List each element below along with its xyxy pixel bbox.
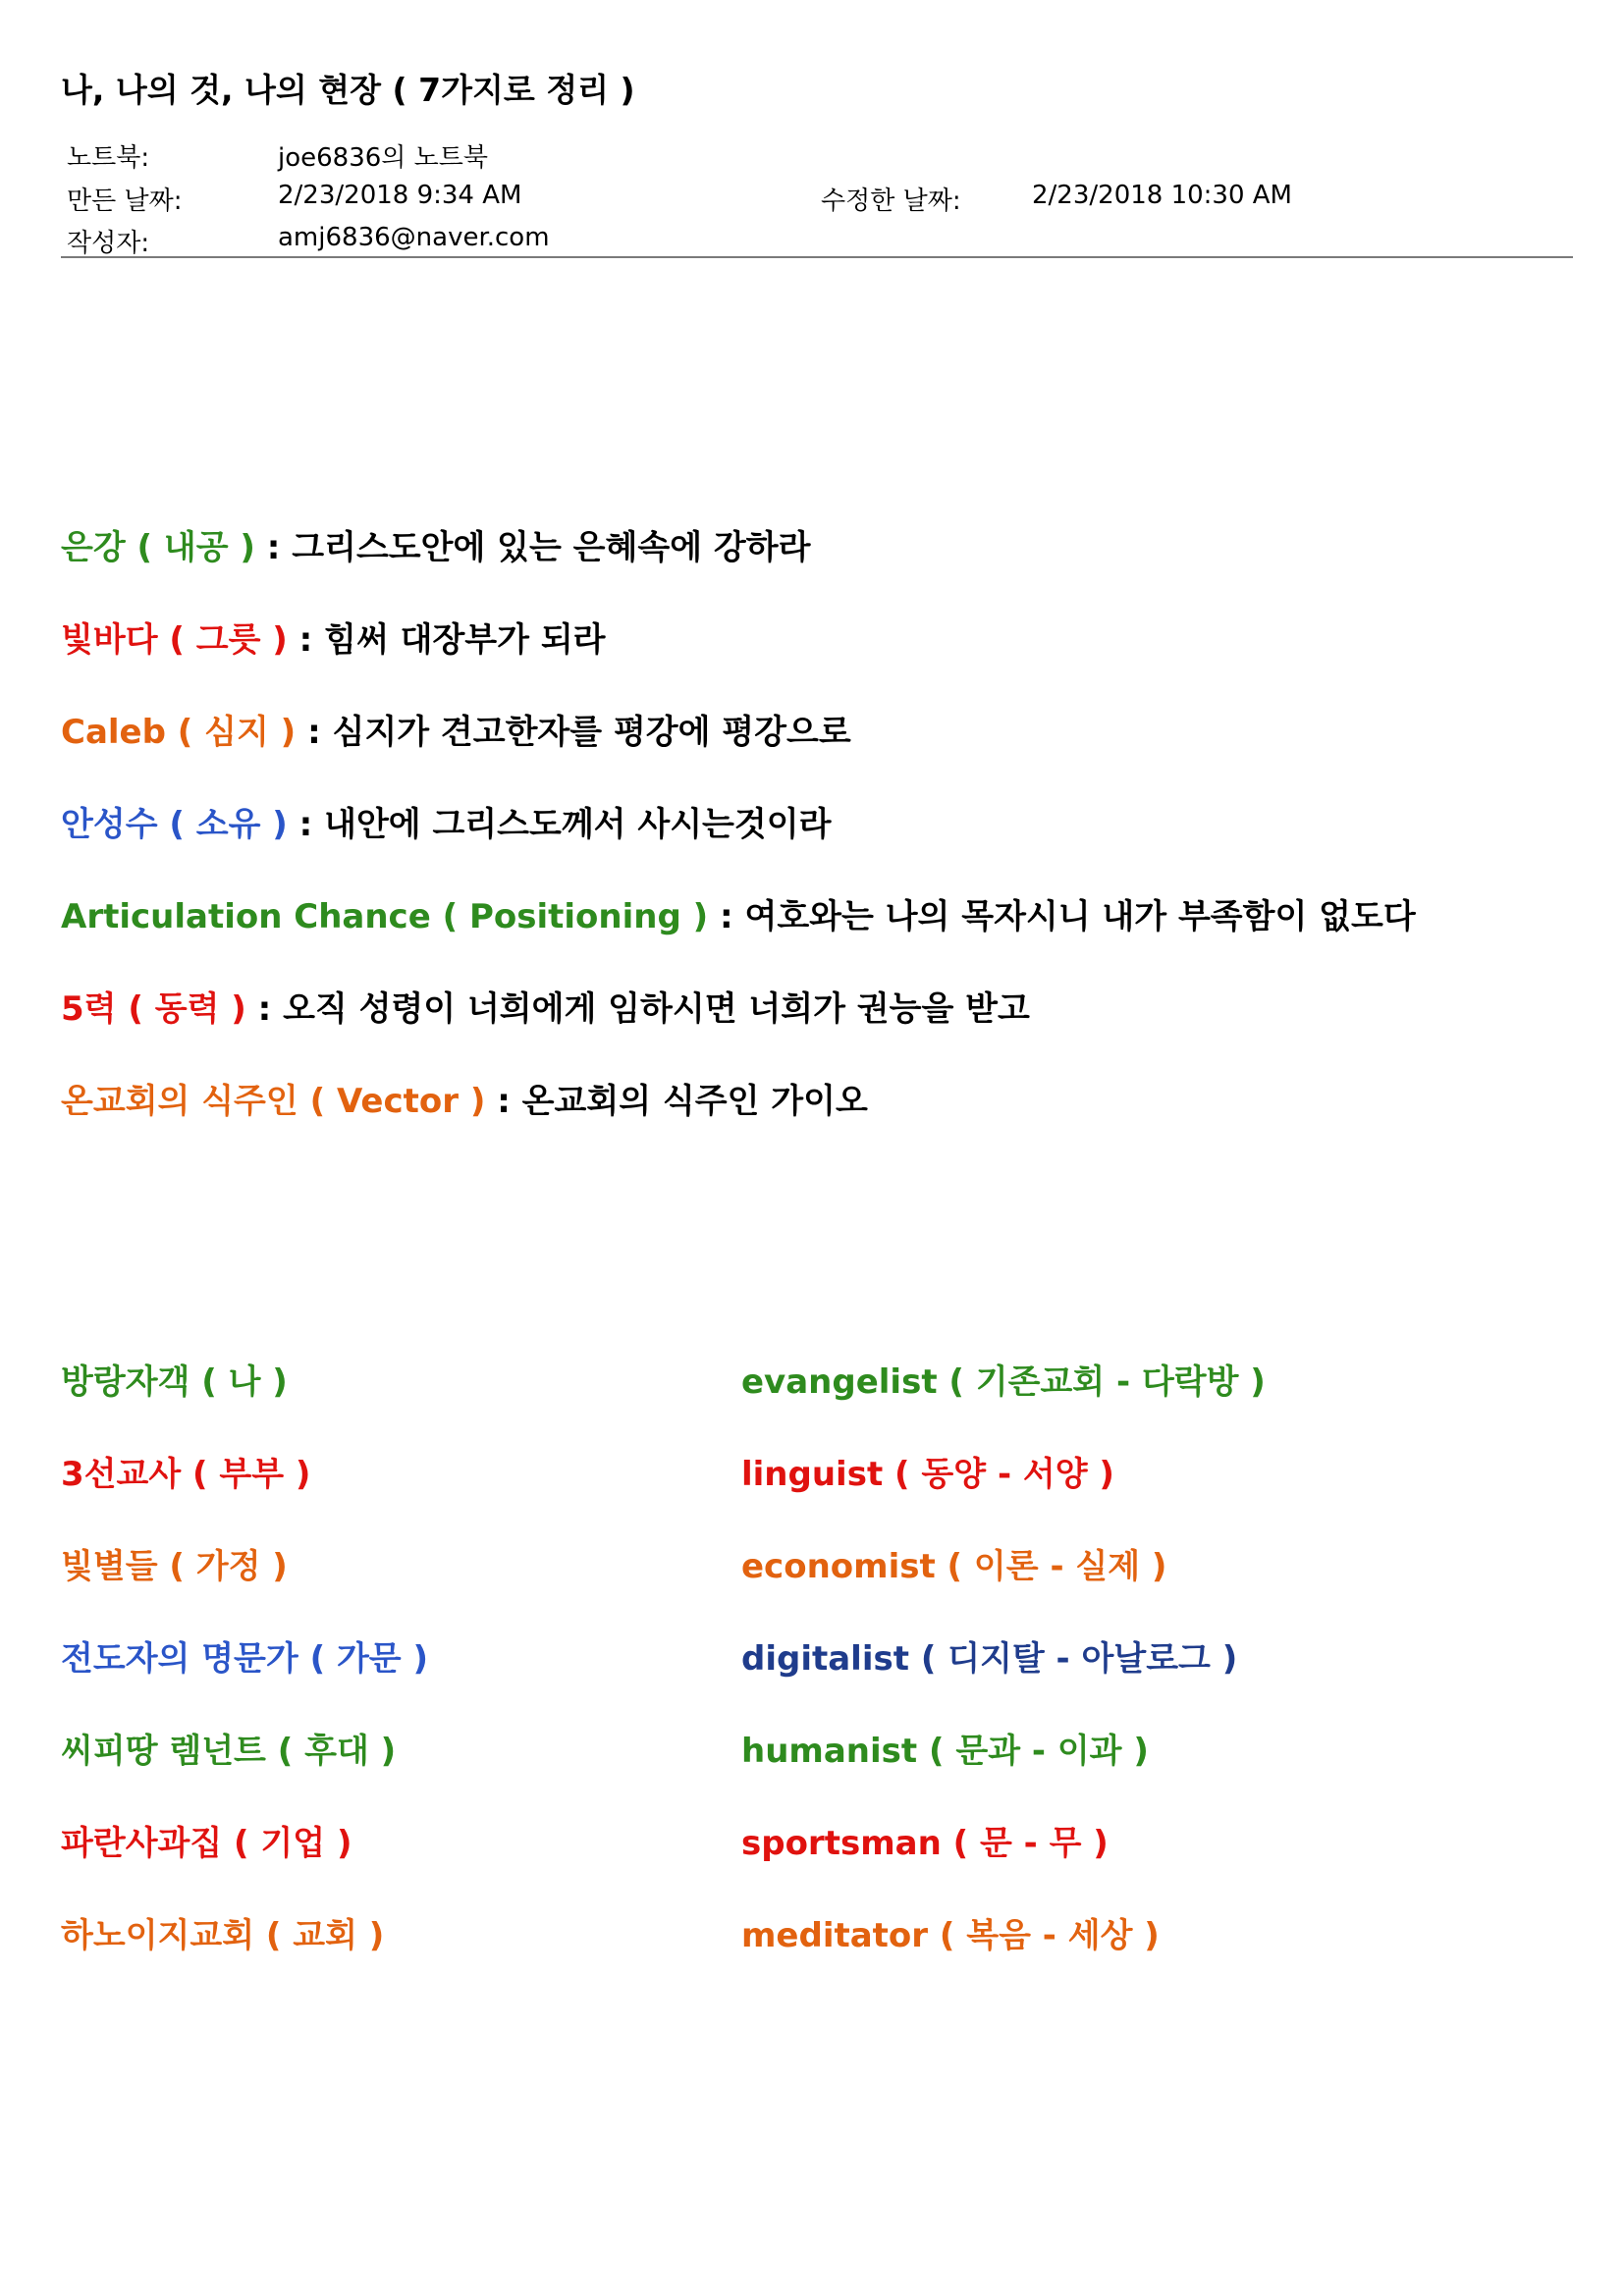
- header-divider: [61, 256, 1573, 258]
- left-list-item: 3선교사 ( 부부 ): [61, 1455, 311, 1494]
- right-list-item: linguist ( 동양 - 서양 ): [741, 1455, 1114, 1494]
- notebook-label: 노트북:: [67, 143, 150, 173]
- modified-label: 수정한 날짜:: [821, 187, 961, 216]
- principle-text: 심지가 견고한자를 평강에 평강으로: [332, 713, 851, 752]
- right-list-item: economist ( 이론 - 실제 ): [741, 1547, 1167, 1586]
- principle-text: 여호와는 나의 목자시니 내가 부족함이 없도다: [744, 897, 1416, 936]
- right-list-item: digitalist ( 디지탈 - 아날로그 ): [741, 1639, 1238, 1679]
- right-list-item: sportsman ( 문 - 무 ): [741, 1824, 1109, 1863]
- notebook-value: joe6836의 노트북: [278, 143, 489, 173]
- principle-separator: :: [245, 989, 284, 1029]
- right-list-item: meditator ( 복음 - 세상 ): [741, 1916, 1160, 1955]
- left-list-item: 전도자의 명문가 ( 가문 ): [61, 1639, 429, 1679]
- principle-key: 안성수 ( 소유 ): [61, 805, 288, 844]
- left-list-item: 씨피땅 렘넌트 ( 후대 ): [61, 1732, 397, 1771]
- principle-text: 그리스도안에 있는 은혜속에 강하라: [292, 528, 811, 567]
- principle-separator: :: [296, 713, 333, 752]
- principle-text: 내안에 그리스도께서 사시는것이라: [324, 805, 832, 844]
- principle-key: 은강 ( 내공 ): [61, 528, 255, 567]
- principle-separator: :: [254, 528, 293, 567]
- created-value: 2/23/2018 9:34 AM: [278, 181, 522, 210]
- left-list-item: 파란사과집 ( 기업 ): [61, 1824, 352, 1863]
- principle-separator: :: [287, 805, 325, 844]
- created-label: 만든 날짜:: [67, 187, 183, 216]
- principle-key: 온교회의 식주인 ( Vector ): [61, 1082, 486, 1121]
- principle-key: 5력 ( 동력 ): [61, 989, 246, 1029]
- left-list-item: 방랑자객 ( 나 ): [61, 1362, 288, 1402]
- principle-text: 오직 성령이 너희에게 임하시면 너희가 권능을 받고: [283, 989, 1030, 1029]
- modified-value: 2/23/2018 10:30 AM: [1032, 181, 1292, 210]
- left-list-item: 하노이지교회 ( 교회 ): [61, 1916, 385, 1955]
- principle-text: 힘써 대장부가 되라: [324, 620, 606, 660]
- principle-line: [61, 520, 810, 568]
- author-value: amj6836@naver.com: [278, 223, 550, 252]
- left-list-item: 빛별들 ( 가정 ): [61, 1547, 288, 1586]
- principle-separator: :: [485, 1082, 522, 1121]
- principle-line: [61, 889, 1416, 937]
- principle-separator: :: [708, 897, 745, 936]
- principle-key: Caleb ( 심지 ): [61, 713, 297, 752]
- right-list-item: evangelist ( 기존교회 - 다락방 ): [741, 1362, 1266, 1402]
- page-title: 나, 나의 것, 나의 현장 ( 7가지로 정리 ): [61, 71, 635, 109]
- principle-key: Articulation Chance ( Positioning ): [61, 897, 709, 936]
- principle-line: [61, 982, 1030, 1030]
- principle-line: [61, 705, 851, 753]
- principle-text: 온교회의 식주인 가이오: [521, 1082, 868, 1121]
- principle-key: 빛바다 ( 그릇 ): [61, 620, 288, 660]
- author-label: 작성자:: [67, 229, 150, 258]
- principle-line: [61, 1074, 868, 1122]
- right-list-item: humanist ( 문과 - 이과 ): [741, 1732, 1149, 1771]
- principle-separator: :: [287, 620, 325, 660]
- principle-line: [61, 797, 831, 845]
- principle-line: [61, 613, 606, 661]
